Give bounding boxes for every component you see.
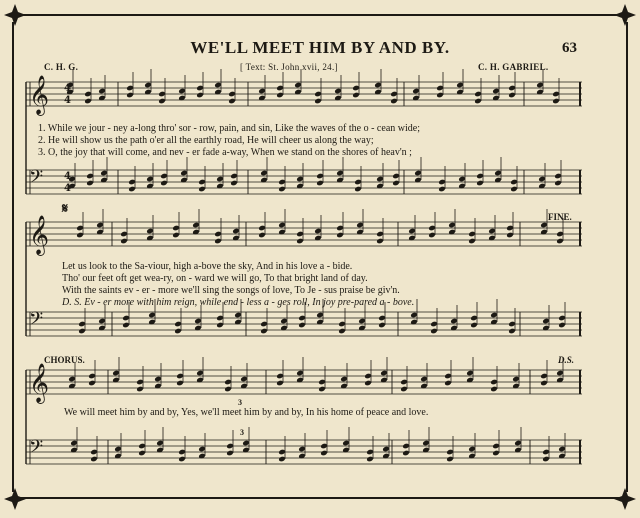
treble-clef-icon: 𝄞 bbox=[29, 363, 50, 403]
chorus-label: CHORUS. bbox=[44, 355, 85, 365]
bass-clef-icon: 𝄢 bbox=[29, 167, 44, 192]
treble-clef-icon: 𝄞 bbox=[29, 215, 50, 255]
ds-marking: D.S. bbox=[558, 355, 575, 365]
triplet-mark: 3 bbox=[238, 398, 242, 407]
attribution-left: C. H. G. bbox=[44, 62, 79, 72]
bass-clef-icon: 𝄢 bbox=[29, 309, 44, 334]
page-number: 63 bbox=[562, 40, 577, 56]
treble-clef-icon: 𝄞 bbox=[29, 75, 50, 115]
time-signature: 4 bbox=[64, 171, 71, 182]
verse-3-line-1: 3. O, the joy that will come, and nev - er fade a-way, When we stand on the shores of heav'n ; bbox=[38, 147, 412, 158]
bass-clef-icon: 𝄢 bbox=[29, 437, 44, 462]
time-signature: 4 bbox=[64, 83, 71, 94]
time-signature: 4 bbox=[64, 95, 71, 106]
verse-2-line-1: 2. He will show us the path o'er all the earthly road, He will cheer us along the way; bbox=[38, 135, 374, 146]
triplet-mark-bass: 3 bbox=[240, 428, 244, 437]
hymn-title: WE'LL MEET HIM BY AND BY. bbox=[190, 38, 450, 57]
verse-1-line-1: 1. While we jour - ney a-long thro' sor - row, pain, and sin, Like the waves of the o - cean wide; bbox=[38, 123, 420, 134]
text-reference: [ Text: St. John xvii, 24.] bbox=[240, 62, 338, 72]
verse-2-line-2: Tho' our feet oft get wea-ry, on - ward we will go, To that bright land of day. bbox=[62, 273, 368, 284]
ds-line: D. S. Ev - er more with him reign, while end - less a - ges roll, In joy pre-pared a - bove. bbox=[62, 297, 415, 308]
verse-3-line-2: With the saints ev - er - more we'll sing the songs of love, To Je - sus praise be giv'n. bbox=[62, 285, 400, 296]
chorus-lyric: We will meet him by and by, Yes, we'll meet him by and by, In his home of peace and love. bbox=[64, 407, 429, 418]
time-signature: 4 bbox=[64, 183, 71, 194]
fine-marking: FINE. bbox=[548, 212, 572, 222]
verse-1-line-2: Let us look to the Sa-viour, high a-bove the sky, And in his love a - bide. bbox=[62, 261, 353, 272]
composer: C. H. GABRIEL. bbox=[478, 62, 549, 72]
segno-sign: 𝄋 bbox=[62, 202, 69, 217]
